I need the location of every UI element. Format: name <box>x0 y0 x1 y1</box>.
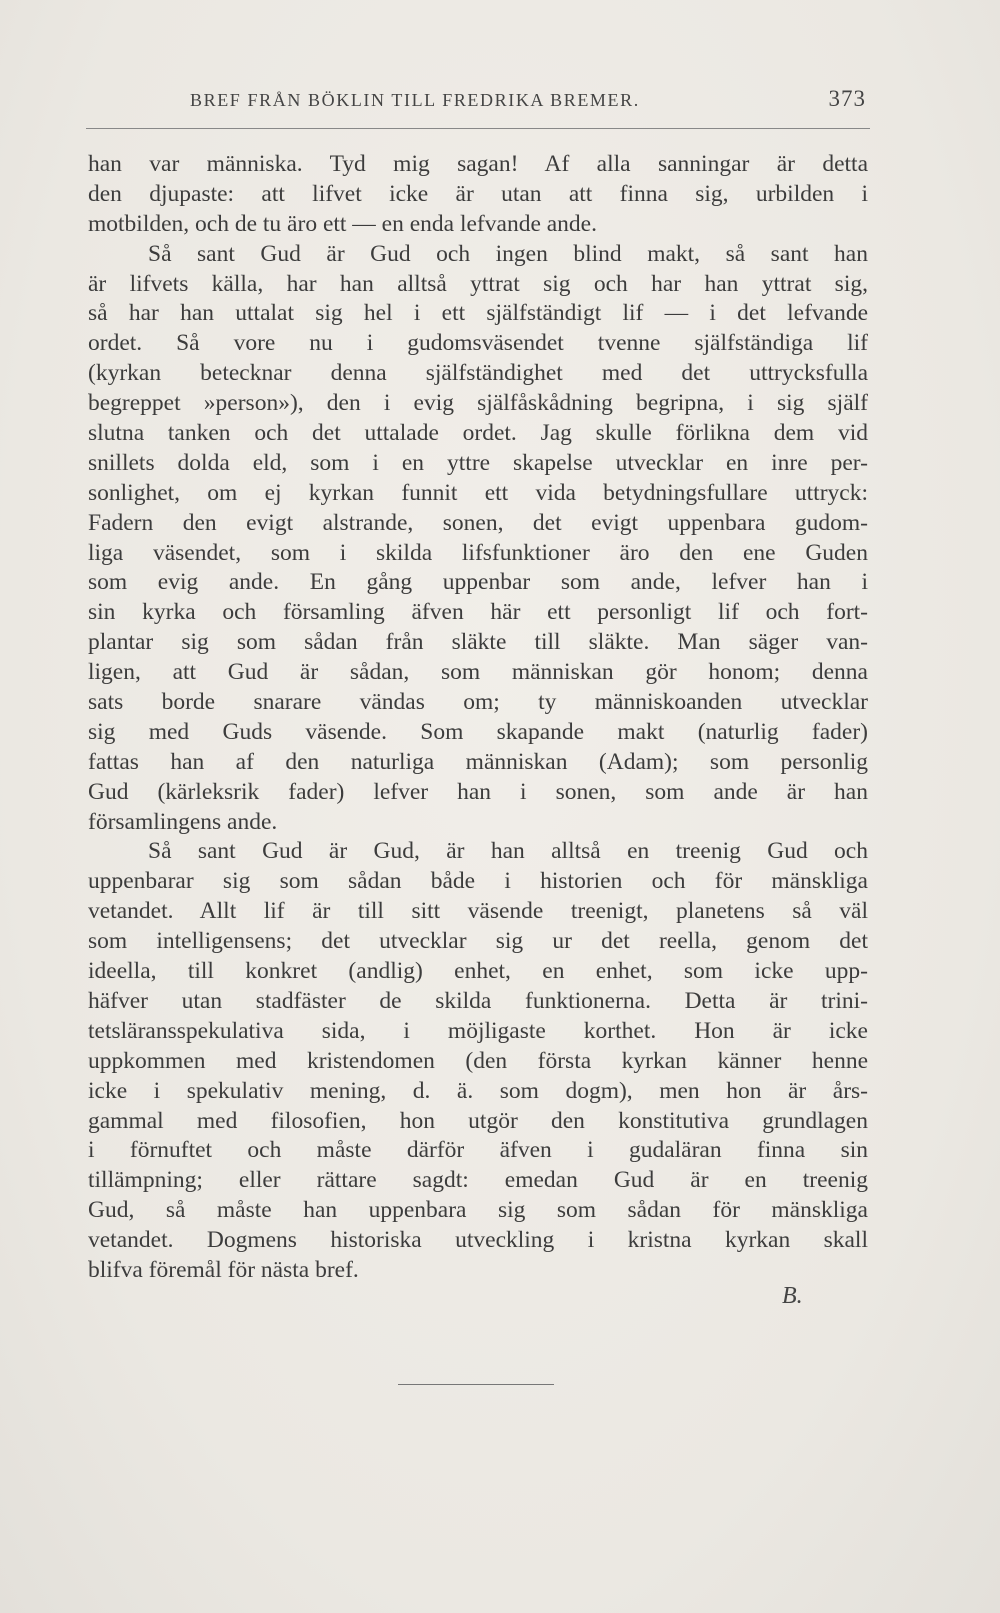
page-number: 373 <box>828 86 866 111</box>
end-rule <box>398 1384 554 1385</box>
running-title: BREF FRÅN BÖKLIN TILL FREDRIKA BREMER. <box>190 90 640 110</box>
text-line: blifva föremål för nästa bref. <box>88 1256 359 1283</box>
text-line: Så sant Gud är Gud, är han alltså en treenig Gud och <box>148 838 868 865</box>
text-line: tillämpning; eller rättare sagdt: emedan Gud är en treenig <box>88 1167 868 1194</box>
text-line: Gud, så måste han uppenbara sig som sådan för mänskliga <box>88 1197 868 1224</box>
page-header <box>190 86 866 116</box>
text-line: Fadern den evigt alstrande, sonen, det evigt uppenbara gudom- <box>88 509 868 536</box>
text-line: vetandet. Dogmens historiska utveckling i kristna kyrkan skall <box>88 1227 868 1254</box>
text-line: ligen, att Gud är sådan, som människan gör honom; denna <box>88 659 868 686</box>
text-line: i förnuftet och måste därför äfven i gudaläran finna sin <box>88 1137 868 1164</box>
text-line: sonlighet, om ej kyrkan funnit ett vida betydningsfullare uttryck: <box>88 479 868 506</box>
text-line: så har han uttalat sig hel i ett själfständigt lif — i det lefvande <box>88 300 868 327</box>
text-line: snillets dolda eld, som i en yttre skapelse utvecklar en inre per- <box>88 449 868 476</box>
header-rule <box>86 128 870 129</box>
text-line: begreppet »person»), den i evig själfåskådning begripna, i sig själf <box>88 390 868 417</box>
text-line: liga väsendet, som i skilda lifsfunktioner äro den ene Guden <box>88 539 868 566</box>
text-line: är lifvets källa, har han alltså yttrat sig och har han yttrat sig, <box>88 270 868 297</box>
text-line: församlingens ande. <box>88 808 278 835</box>
text-line: slutna tanken och det uttalade ordet. Jag skulle förlikna dem vid <box>88 420 868 447</box>
text-line: han var människa. Tyd mig sagan! Af alla sanningar är detta <box>88 151 868 177</box>
text-line: icke i spekulativ mening, d. ä. som dogm), men hon är års- <box>88 1077 868 1104</box>
text-line: gammal med filosofien, hon utgör den konstitutiva grundlagen <box>88 1107 868 1134</box>
body-text <box>88 150 868 1286</box>
signature: B. <box>782 1283 803 1309</box>
text-line: fattas han af den naturliga människan (Adam); som personlig <box>88 748 868 775</box>
text-line: plantar sig som sådan från släkte till släkte. Man säger van- <box>88 629 868 656</box>
text-line: (kyrkan betecknar denna själfständighet med det uttrycksfulla <box>88 360 868 387</box>
text-line: tetsläransspekulativa sida, i möjligaste korthet. Hon är icke <box>88 1017 868 1044</box>
text-line: uppenbarar sig som sådan både i historien och för mänskliga <box>88 868 868 895</box>
text-line: Så sant Gud är Gud och ingen blind makt, så sant han <box>148 240 868 267</box>
text-line: sats borde snarare vändas om; ty människoanden utvecklar <box>88 689 868 716</box>
text-line: häfver utan stadfäster de skilda funktionerna. Detta är trini- <box>88 987 868 1014</box>
text-line: som intelligensens; det utvecklar sig ur det reella, genom det <box>88 928 868 955</box>
text-line: Gud (kärleksrik fader) lefver han i sonen, som ande är han <box>88 778 868 805</box>
text-line: uppkommen med kristendomen (den första kyrkan känner henne <box>88 1047 868 1074</box>
text-line: motbilden, och de tu äro ett — en enda lefvande ande. <box>88 210 597 237</box>
text-line: sig med Guds väsende. Som skapande makt (naturlig fader) <box>88 718 868 745</box>
text-line: den djupaste: att lifvet icke är utan att finna sig, urbilden i <box>88 180 868 207</box>
text-line: ordet. Så vore nu i gudomsväsendet tvenne själfständiga lif <box>88 330 868 357</box>
text-line: som evig ande. En gång uppenbar som ande, lefver han i <box>88 569 868 596</box>
text-line: vetandet. Allt lif är till sitt väsende treenigt, planetens så väl <box>88 898 868 925</box>
text-line: sin kyrka och församling äfven här ett personligt lif och fort- <box>88 599 868 626</box>
text-line: ideella, till konkret (andlig) enhet, en enhet, som icke upp- <box>88 958 868 985</box>
